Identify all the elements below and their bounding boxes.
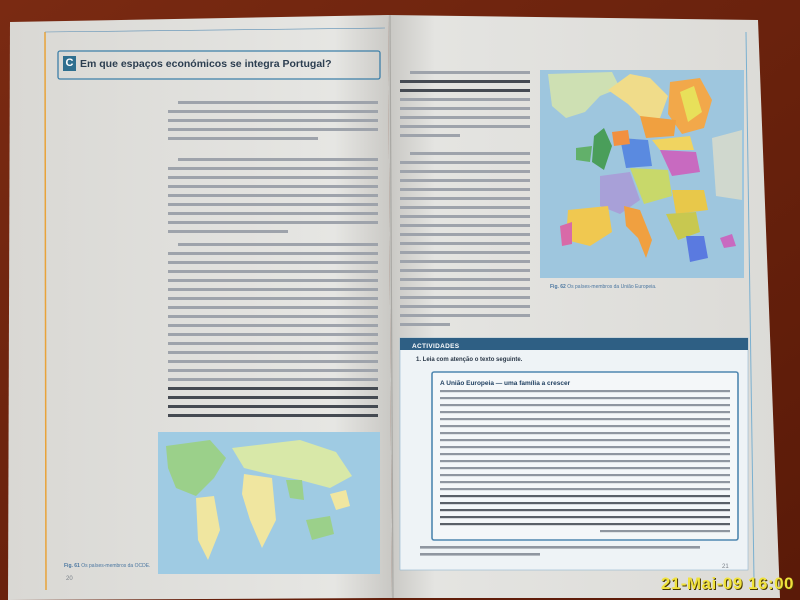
section-title: Em que espaços económicos se integra Portugal?: [80, 58, 332, 70]
figure-61-text: Os países-membros da OCDE.: [81, 563, 151, 569]
figure-61-label: Fig. 61: [64, 563, 80, 569]
figure-62-label: Fig. 62: [550, 284, 566, 290]
box-title: A União Europeia — uma família a crescer: [440, 380, 571, 387]
right-page-number: 21: [722, 564, 729, 570]
camera-timestamp: 21-Mai-09 16:00: [660, 574, 794, 593]
figure-62-text: Os países-membros da União Europeia.: [567, 284, 657, 290]
activities-title: ACTIVIDADES: [412, 343, 460, 350]
left-page-number: 20: [66, 576, 73, 582]
figure-62-caption: [550, 284, 656, 290]
figure-61-caption: [64, 563, 150, 569]
activity-question-1: 1. Leia com atenção o texto seguinte.: [416, 357, 523, 363]
section-letter: C: [63, 56, 76, 71]
text-lines-right: [400, 71, 530, 326]
